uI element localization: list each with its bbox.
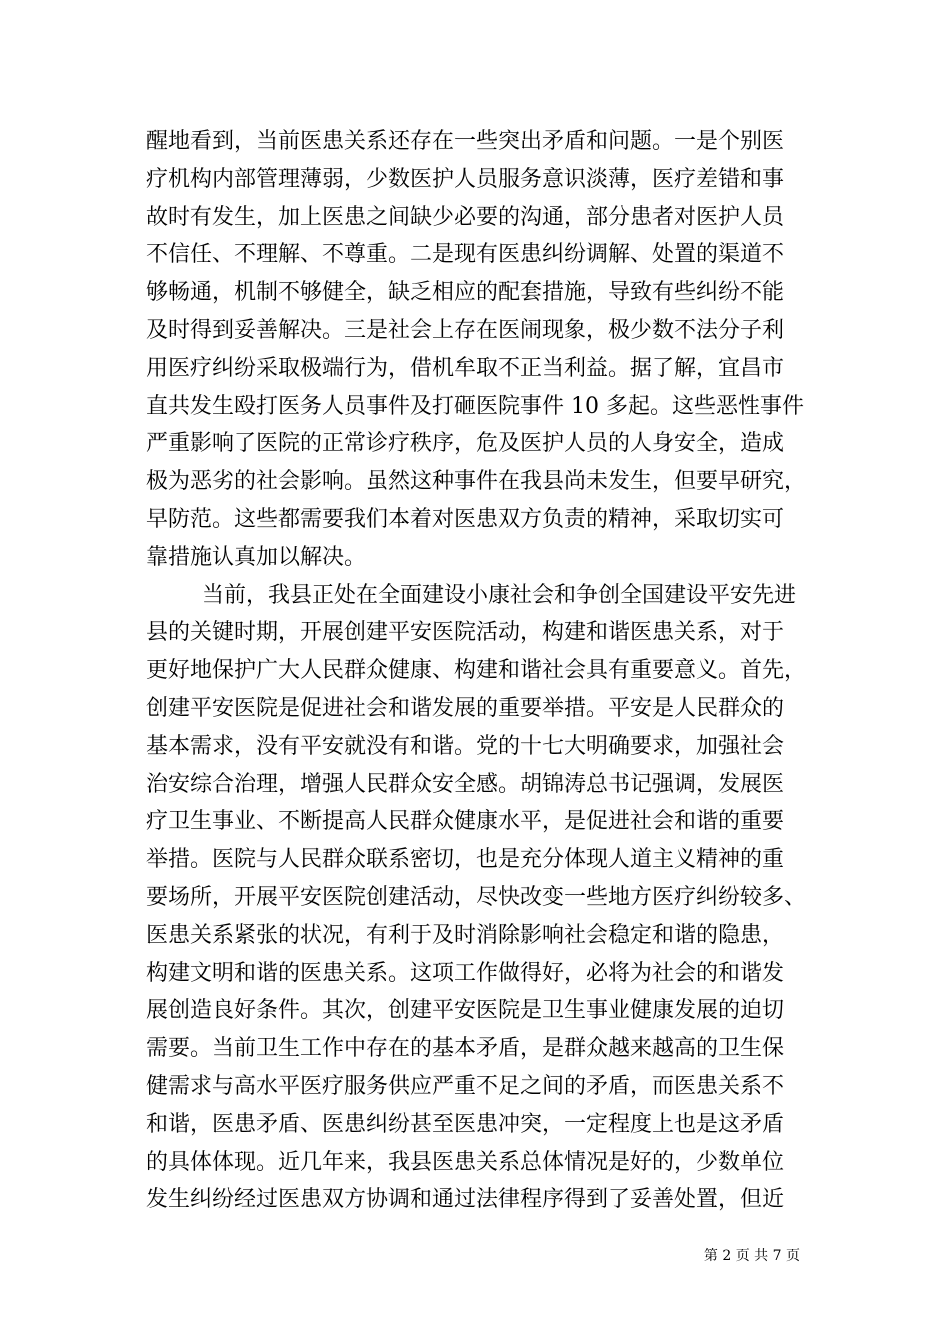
text-line: 创建平安医院是促进社会和谐发展的重要举措。平安是人民群众的 xyxy=(146,695,785,721)
text-line: 故时有发生，加上医患之间缺少必要的沟通，部分患者对医护人员 xyxy=(146,204,785,230)
text-line: 构建文明和谐的医患关系。这项工作做得好，必将为社会的和谐发 xyxy=(146,960,785,986)
text-line: 发生纠纷经过医患双方协调和通过法律程序得到了妥善处置，但近 xyxy=(146,1187,785,1213)
text-line: 需要。当前卫生工作中存在的基本矛盾，是群众越来越高的卫生保 xyxy=(146,1036,785,1062)
page-number-footer: 第 2 页 共 7 页 xyxy=(703,1248,800,1264)
text-line: 和谐，医患矛盾、医患纠纷甚至医患冲突，一定程度上也是这矛盾 xyxy=(146,1111,785,1137)
text-line: 不信任、不理解、不尊重。二是现有医患纠纷调解、处置的渠道不 xyxy=(146,242,785,268)
text-line: 靠措施认真加以解决。 xyxy=(146,544,367,570)
body-text xyxy=(146,123,818,1219)
text-line: 县的关键时期，开展创建平安医院活动，构建和谐医患关系，对于 xyxy=(146,620,785,646)
text-line: 疗卫生事业、不断提高人民群众健康水平，是促进社会和谐的重要 xyxy=(146,809,785,835)
text-line: 醒地看到，当前医患关系还存在一些突出矛盾和问题。一是个别医 xyxy=(146,129,785,154)
text-line: 健需求与高水平医疗服务供应严重不足之间的矛盾，而医患关系不 xyxy=(146,1073,785,1099)
text-line: 基本需求，没有平安就没有和谐。党的十七大明确要求，加强社会 xyxy=(146,733,785,759)
text-line: 及时得到妥善解决。三是社会上存在医闹现象，极少数不法分子利 xyxy=(146,317,785,343)
text-line: 用医疗纠纷采取极端行为，借机牟取不正当利益。据了解，宜昌市 xyxy=(146,355,785,381)
text-line: 医患关系紧张的状况，有利于及时消除影响社会稳定和谐的隐患， xyxy=(146,922,785,948)
text-line: 要场所，开展平安医院创建活动，尽快改变一些地方医疗纠纷较多、 xyxy=(146,884,807,910)
text-line: 更好地保护广大人民群众健康、构建和谐社会具有重要意义。首先， xyxy=(146,658,807,684)
text-line: 举措。医院与人民群众联系密切，也是充分体现人道主义精神的重 xyxy=(146,847,785,873)
text-line: 的具体体现。近几年来，我县医患关系总体情况是好的，少数单位 xyxy=(146,1149,785,1175)
text-line: 治安综合治理，增强人民群众安全感。胡锦涛总书记强调，发展医 xyxy=(146,771,785,797)
text-line: 严重影响了医院的正常诊疗秩序，危及医护人员的人身安全，造成 xyxy=(146,431,785,457)
text-line: 展创造良好条件。其次，创建平安医院是卫生事业健康发展的迫切 xyxy=(146,998,785,1024)
text-line: 极为恶劣的社会影响。虽然这种事件在我县尚未发生，但要早研究， xyxy=(146,469,807,495)
text-line: 疗机构内部管理薄弱，少数医护人员服务意识淡薄，医疗差错和事 xyxy=(146,166,785,192)
text-line: 直共发生殴打医务人员事件及打砸医院事件 10 多起。这些恶性事件 xyxy=(146,393,804,419)
text-line: 够畅通，机制不够健全，缺乏相应的配套措施，导致有些纠纷不能 xyxy=(146,280,785,306)
text-line: 早防范。这些都需要我们本着对医患双方负责的精神，采取切实可 xyxy=(146,506,785,532)
paragraph-start-line: 当前，我县正处在全面建设小康社会和争创全国建设平安先进 xyxy=(202,582,797,608)
